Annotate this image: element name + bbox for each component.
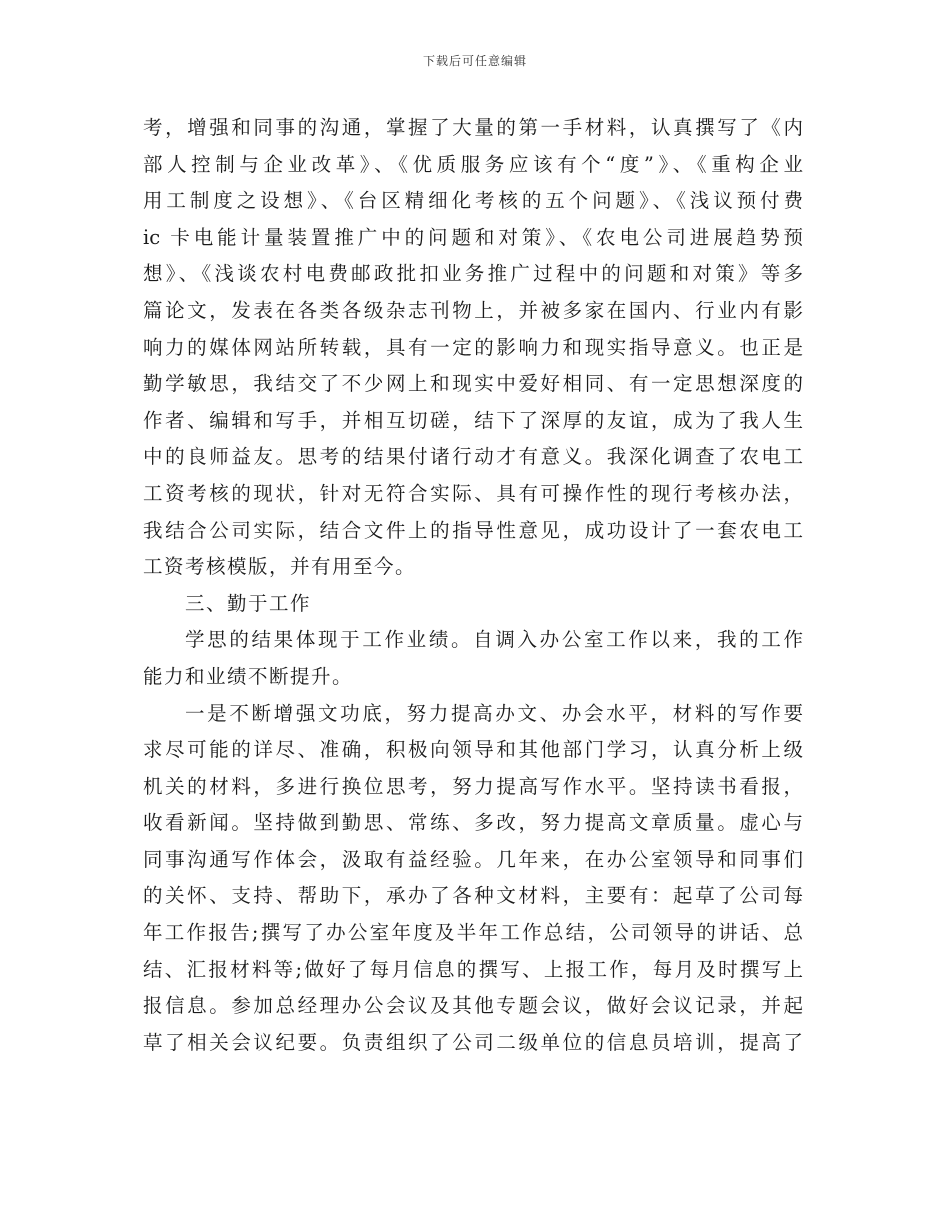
text-line: 响力的媒体网站所转载，具有一定的影响力和现实指导意义。也正是 [143,335,803,359]
text-line: ic 卡电能计量装置推广中的问题和对策》、《农电公司进展趋势预 [143,225,803,249]
text-line: 想》、《浅谈农村电费邮政批扣业务推广过程中的问题和对策》等多 [143,262,803,286]
text-line: 收看新闻。坚持做到勤思、常练、多改，努力提高文章质量。虚心与 [143,811,803,835]
text-line: 年工作报告;撰写了办公室年度及半年工作总结，公司领导的讲话、总 [143,921,803,945]
text-line: 作者、编辑和写手，并相互切磋，结下了深厚的友谊，成为了我人生 [143,408,803,432]
text-line: 一是不断增强文功底，努力提高办文、办会水平，材料的写作要 [185,701,803,725]
text-line: 考，增强和同事的沟通，掌握了大量的第一手材料，认真撰写了《内 [143,116,803,139]
section-heading: 三、勤于工作 [185,591,312,615]
text-line: 结、汇报材料等;做好了每月信息的撰写、上报工作，每月及时撰写上 [143,957,803,981]
text-line: 报信息。参加总经理办公会议及其他专题会议，做好会议记录，并起 [143,994,803,1018]
text-line: 中的良师益友。思考的结果付诸行动才有意义。我深化调查了农电工 [143,445,803,469]
text-line: 工资考核的现状，针对无符合实际、具有可操作性的现行考核办法， [143,481,803,505]
page-header: 下载后可任意编辑 [422,54,527,68]
text-line: 同事沟通写作体会，汲取有益经验。几年来，在办公室领导和同事们 [143,847,803,871]
text-line: 工资考核模版，并有用至今。 [143,555,417,579]
text-line: 用工制度之设想》、《台区精细化考核的五个问题》、《浅议预付费 [143,189,803,213]
text-line: 机关的材料，多进行换位思考，努力提高写作水平。坚持读书看报， [143,774,803,798]
document-body [143,110,803,1061]
text-line: 求尽可能的详尽、准确，积极向领导和其他部门学习，认真分析上级 [143,738,803,762]
text-line: 的关怀、支持、帮助下，承办了各种文材料，主要有：起草了公司每 [143,884,803,908]
text-line: 能力和业绩不断提升。 [143,664,354,688]
text-line: 部人控制与企业改革》、《优质服务应该有个“度”》、《重构企业 [143,152,803,176]
text-line: 草了相关会议纪要。负责组织了公司二级单位的信息员培训，提高了 [143,1030,803,1054]
text-line: 我结合公司实际，结合文件上的指导性意见，成功设计了一套农电工 [143,518,803,542]
text-line: 学思的结果体现于工作业绩。自调入办公室工作以来，我的工作 [185,628,803,652]
text-line: 篇论文，发表在各类各级杂志刊物上，并被多家在国内、行业内有影 [143,298,803,322]
text-line: 勤学敏思，我结交了不少网上和现实中爱好相同、有一定思想深度的 [143,372,803,396]
